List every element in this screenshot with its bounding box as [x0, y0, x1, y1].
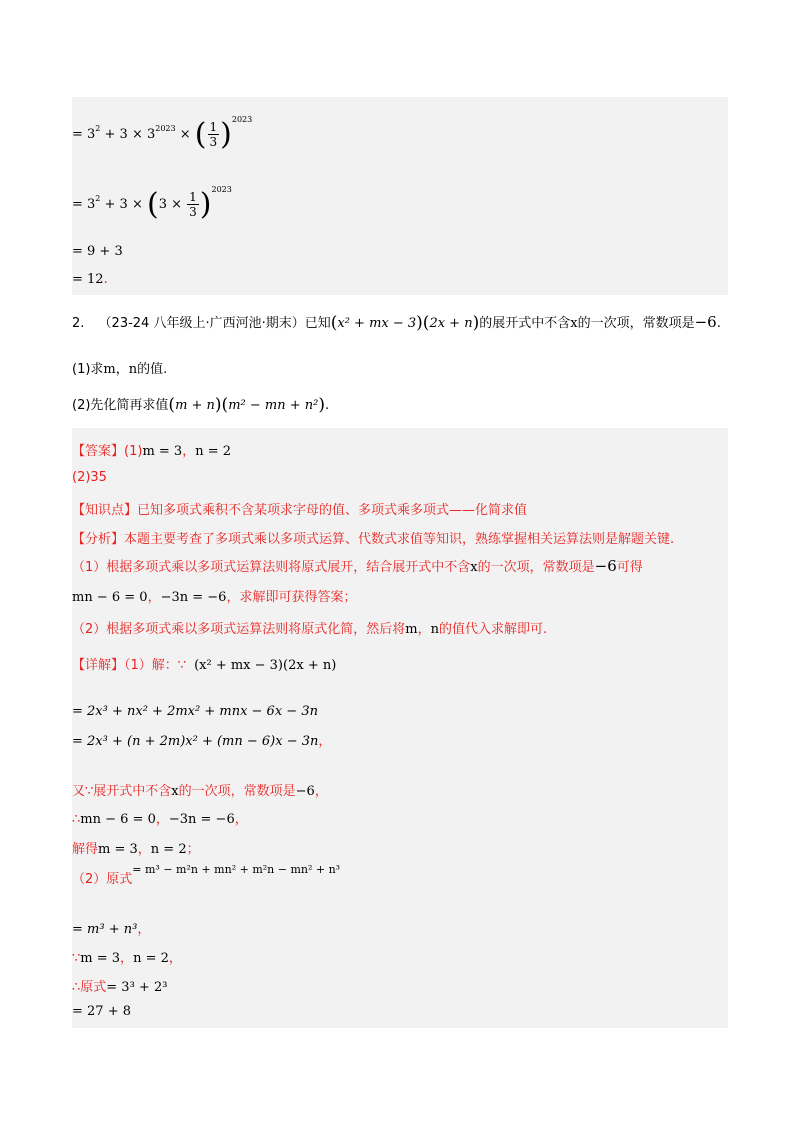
- detail-condition: 又∵展开式中不含x的一次项，常数项是−6，: [72, 784, 328, 799]
- analysis-step-2: （2）根据多项式乘以多项式运算法则将原式化简，然后将m，n的值代入求解即可.: [72, 622, 548, 637]
- problem-2-part-2: (2)先化简再求值(m + n)(m² − mn + n²).: [72, 395, 330, 415]
- problem-2-part-1: (1)求m，n的值.: [72, 362, 168, 377]
- detail-label: 【详解】: [72, 658, 125, 673]
- answer-line-1: 【答案】(1)m = 3，n = 2: [72, 444, 232, 459]
- solution-block: [72, 428, 728, 1028]
- detail-part-2: （2）原式$^{= m^3 - m^2n + mn^2 + m^2n - mn^2 + n^3}$: [72, 863, 341, 887]
- knowledge-point: 【知识点】已知多项式乘积不含某项求字母的值、多项式乘多项式——化简求值: [72, 503, 528, 518]
- detail-equations: ∴mn − 6 = 0，−3n = −6，: [72, 812, 248, 827]
- solution-line-4: = 12.: [72, 272, 108, 287]
- detail-final-line: = 27 + 8: [72, 1004, 131, 1019]
- answer-label: 【答案】: [72, 444, 125, 459]
- detail-expansion-1: = 2x³ + nx² + 2mx² + mnx − 6x − 3n: [72, 704, 318, 719]
- knowledge-label: 【知识点】: [72, 503, 138, 518]
- detail-values: ∵m = 3，n = 2，: [72, 951, 182, 966]
- detail-solution: 解得m = 3，n = 2；: [72, 842, 200, 857]
- analysis-step-1-equations: mn − 6 = 0，−3n = −6，求解即可获得答案；: [72, 590, 357, 605]
- detail-simplified: = m³ + n³，: [72, 922, 151, 937]
- solution-line-1: = $3^2 + 3 \times 3^{2023}$ × ( $\frac{1}{3}$ )$^{2023}$: [72, 115, 253, 152]
- solution-line-2: = $3^2 + 3 \times (3$ × $\frac{1}{3}$ )$^{2023}$: [72, 185, 232, 222]
- detail-expansion-2: = 2x³ + (n + 2m)x² + (mn − 6)x − 3n，: [72, 734, 332, 749]
- analysis-intro: 【分析】本题主要考查了多项式乘以多项式运算、代数式求值等知识，熟练掌握相关运算法则是解题关键.: [72, 532, 675, 547]
- analysis-step-1: （1）根据多项式乘以多项式运算法则将原式展开，结合展开式中不含x的一次项，常数项是−6可得: [72, 557, 643, 575]
- solution-line-3: = 9 + 3: [72, 244, 123, 259]
- previous-solution-block: [72, 97, 728, 295]
- detail-substitution: ∴原式= 3³ + 2³: [72, 980, 168, 995]
- answer-line-2: (2)35: [72, 470, 107, 485]
- analysis-label: 【分析】: [72, 532, 125, 547]
- problem-2-statement: 2. （23-24 八年级上·广西河池·期末）已知(x² + mx − 3)(2x + n)的展开式中不含x的一次项，常数项是−6.: [72, 313, 721, 333]
- detail-header: 【详解】（1）解：∵ (x² + mx − 3)(2x + n): [72, 658, 337, 673]
